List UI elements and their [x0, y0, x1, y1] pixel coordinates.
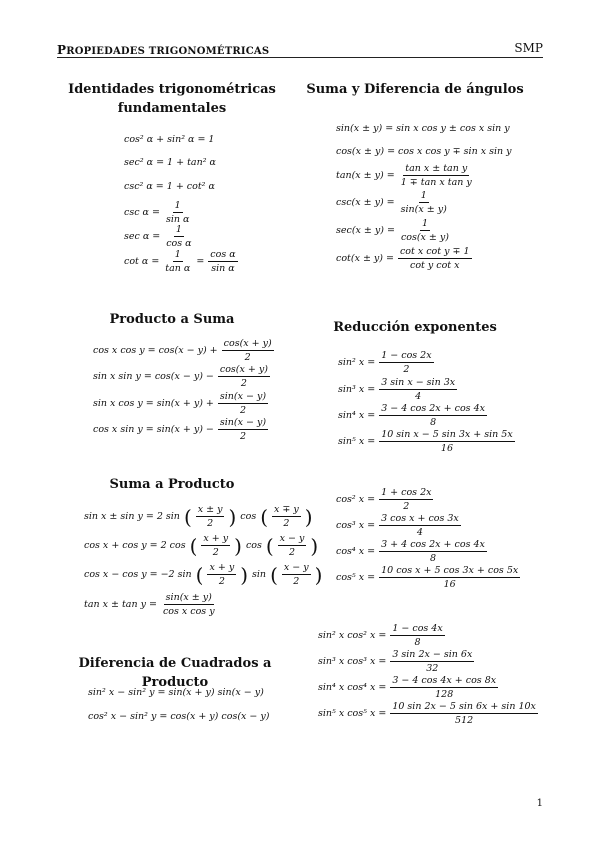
equation: csc α = $\frac{1}{\text{sin α}}$ [124, 200, 190, 225]
equation: sin³ x cos³ x = $\frac{3 \sin 2x - \sin 6x}{32}$ [318, 649, 473, 674]
equation: cos(x ± y) = cos x cos y ∓ sin x sin y [336, 146, 512, 157]
section-title-reduccion: Reducción exponentes [333, 320, 497, 335]
equation: sin² x = $\frac{1 - \cos 2x}{2}$ [338, 350, 432, 375]
section-title-identidades: Identidades trigonométricas fundamentales [68, 82, 276, 116]
equation: sin⁴ x cos⁴ x = $\frac{3 - 4 \cos 4x + \cos 8x}{128}$ [318, 675, 497, 700]
equation: sec α = $\frac{1}{\text{cos α}}$ [124, 224, 192, 249]
equation: sin⁵ x = $\frac{\text{10 sin x − 5 sin 3x + sin 5x}}{16}$ [338, 429, 513, 454]
header-title: PROPIEDADES TRIGONOMÉTRICAS [57, 43, 270, 57]
header-author: SMP [514, 41, 543, 55]
equation: cot(x ± y) = $\frac{\text{cot x cot y ∓ 1}}{\text{cot y cot x}}$ [336, 246, 470, 271]
equation: cos² x = $\frac{1 + \cos 2x}{2}$ [336, 487, 432, 512]
section-title-suma-diferencia: Suma y Diferencia de ángulos [306, 82, 524, 97]
equation: cos⁴ x = $\frac{3 + 4 \cos 2x + \cos 4x}{8}$ [336, 539, 485, 564]
equation: sin x sin y = cos(x − y) − $\frac{\cos(x + y)}{2}$ [93, 364, 268, 389]
section-title-diferencia-cuadrados: Diferencia de Cuadrados a Producto [78, 656, 272, 690]
equation: tan(x ± y) = $\frac{\text{tan x ± tan y}}{\text{1 ∓ tan x tan y}}$ [336, 163, 472, 188]
equation: cos² α + sin² α = 1 [124, 134, 215, 145]
equation: sin³ x = $\frac{\text{3 sin x − sin 3x}}{4}$ [338, 377, 456, 402]
page-header [57, 41, 543, 58]
section-title-suma-producto: Suma a Producto [109, 477, 235, 492]
equation: sin x ± sin y = 2 sin ( $\frac{x \pm y}{2}$ ) cos ( $\frac{x \mp y}{2}$ ) [84, 504, 313, 529]
equation: sin(x ± y) = sin x cos y ± cos x sin y [336, 123, 510, 134]
equation: cos x − cos y = −2 sin ( $\frac{x + y}{2}$ ) sin ( $\frac{x - y}{2}$ ) [84, 562, 323, 587]
equation: cos⁵ x = $\frac{\text{10 cos x + 5 cos 3x + cos 5x}}{16}$ [336, 565, 519, 590]
equation: csc² α = 1 + cot² α [124, 181, 215, 192]
page-number: 1 [536, 798, 543, 809]
section-title-producto-suma: Producto a Suma [109, 312, 235, 327]
equation: sin² x cos² x = $\frac{1 - \cos 4x}{8}$ [318, 623, 443, 648]
equation: sec(x ± y) = $\frac{1}{\cos(x \pm y)}$ [336, 218, 449, 243]
equation: sec² α = 1 + tan² α [124, 157, 216, 168]
equation: cot α = $\frac{1}{\text{tan α}}$ = $\frac{\text{cos α}}{\text{sin α}}$ [124, 249, 236, 274]
equation: sin² x − sin² y = sin(x + y) sin(x − y) [88, 687, 264, 698]
equation: cos x + cos y = 2 cos ( $\frac{x + y}{2}$ ) cos ( $\frac{x - y}{2}$ ) [84, 533, 319, 558]
equation: cos x sin y = sin(x + y) − $\frac{\sin(x - y)}{2}$ [93, 417, 267, 442]
equation: cos x cos y = cos(x − y) + $\frac{\cos(x + y)}{2}$ [93, 338, 272, 363]
equation: csc(x ± y) = $\frac{1}{\sin(x \pm y)}$ [336, 190, 447, 215]
equation: cos³ x = $\frac{\text{3 cos x + cos 3x}}{4}$ [336, 513, 459, 538]
equation: sin x cos y = sin(x + y) + $\frac{\sin(x - y)}{2}$ [93, 391, 267, 416]
equation: sin⁴ x = $\frac{3 - 4 \cos 2x + \cos 4x}{8}$ [338, 403, 485, 428]
equation: sin⁵ x cos⁵ x = $\frac{10 \sin 2x - 5 \sin 6x + \sin 10x}{512}$ [318, 701, 536, 726]
equation: cos² x − sin² y = cos(x + y) cos(x − y) [88, 711, 270, 722]
equation: tan x ± tan y = $\frac{\sin(x \pm y)}{\text{cos x cos y}}$ [84, 592, 215, 617]
